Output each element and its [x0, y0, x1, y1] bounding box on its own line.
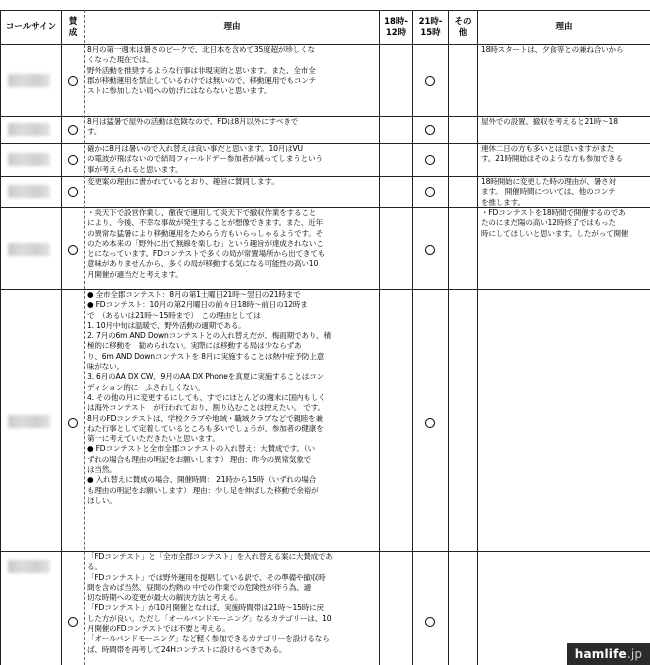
- header-21-15: 21時- 15時: [418, 16, 443, 38]
- reason-text: 変更案の理由に書かれているとおり、趣旨に賛同します。: [87, 177, 279, 186]
- time-choice-circle: [425, 418, 435, 428]
- approve-circle: [68, 187, 78, 197]
- approve-circle: [68, 418, 78, 428]
- reason-text-2: 18時開始に変更した時の理由が、暑さ対 ます。 開催時間については、他のコンテ を推します。: [481, 177, 616, 207]
- reason-text: 8月は猛暑で屋外の活動は危険なので、FDは8月以外にすべきで す。: [87, 117, 299, 137]
- header-approve: 賛 成: [68, 16, 78, 38]
- time-choice-circle: [425, 245, 435, 255]
- time-choice-circle: [425, 76, 435, 86]
- header-callsign: コールサイン: [5, 22, 57, 32]
- time-choice-circle: [425, 155, 435, 165]
- callsign-redacted: [8, 153, 50, 166]
- approve-circle: [68, 76, 78, 86]
- reason-text: ● 全市全郡コンテスト：8月の第1土曜日21時～翌日の21時まで ● FDコンテスト：10月の第2月曜日の前々日18時～前日の12時ま で （あるいは21時～15時まで） この理由としては 1. 10月中旬は温暖で、野外活動の適期である。 2. 7月の6m AND Downコンテストとの入れ替えだが、梅雨期であり、積 極的に移動を 勧められない。実際には移動する局は少ならずあ り、6m AND Downコンテストを 8月に実施することは熱中症予防上意 味がない。 3. 6月のAA DX CW、9月のAA DX Phoneを真夏に実施することはコン ディション的に ふさわしくない。 4. その他の月に変更するにしても、すでにほとんどの週末に国内もしく は海外コンテスト が行われており、割り込むことは控えたい。 です。 8月のFDコンテストは、学校クラブや地域・職域クラブなどで親睦を兼 ねた行事として定着しているところも多いでしょうが、参加者の健康を 第一に考えていただきたいと思います。 ● FDコンテストと全市全郡コンテストの入れ替え：大賛成です。（い ずれの場合も理由の明記をお願いします） 理由：昨今の異常気象で は当然。 ● 入れ替えに賛成の場合、開催時間： 21時から15時（いずれの場合 も理由の明記をお願いします） 理由：少し足を伸ばした移動で余裕が ほしい。: [87, 290, 331, 505]
- hamlife-logo: [567, 643, 650, 665]
- logo-brand: hamlife: [574, 647, 627, 661]
- column-divider: [477, 10, 478, 665]
- reason-text: ・炎天下で設営作業し、徹夜で運用して炎天下で撤収作業をすること により、今後、不幸な事故が発生することが想像できます。また、近年 の異常な猛暑により移動運用をためらう方もいらっしゃるようです。そ のため本来の「野外に出て無線を楽しむ」という趣旨が達成されないこ とになっています。FDコンテストで多くの局が常置場所から出てきても 意味がありませんから、多くの局が移動する気になる可能性の高い10 月開催が適当だと考えます。: [87, 208, 326, 279]
- column-divider: [61, 10, 62, 665]
- approve-circle: [68, 125, 78, 135]
- time-choice-circle: [425, 617, 435, 627]
- reason-text: 「FDコンテスト」と「全市全郡コンテスト」を入れ替える案に大賛成であ る。 「FDコンテスト」では野外運用を提唱している訳で、その準備や撤収時 間を含めば当然、昼間の灼熱の 中での作業での危険性が伴う為、適 切な時期への変更が最大の解決方法と考える。 「FDコンテスト」が10月開催となれば、実施時間帯は21時～15時に戻 した方が良い。ただし「オールバンドモーニング」なるカテゴリーは、10 月開催のFDコンテストでは不要と考える。 「オールバンドモーニング」など軽く参加できるカテゴリーを設けるなら ば、時間帯を再考して24Hコンテストに設けるべきである。: [87, 552, 333, 654]
- callsign-redacted: [8, 74, 50, 87]
- header-18-12: 18時- 12時: [384, 16, 408, 38]
- header-reason-2: 理由: [555, 22, 573, 32]
- reason-text-2: 屋外での設置、撤収を考えると21時～18: [481, 117, 618, 126]
- approve-circle: [68, 155, 78, 165]
- column-divider: [412, 10, 413, 665]
- time-choice-circle: [425, 125, 435, 135]
- header-other: その 他: [454, 16, 472, 38]
- header-reason: 理由: [223, 22, 241, 32]
- column-divider: [379, 10, 380, 665]
- reason-text: 確かに8月は暑いので入れ替えは良い事だと思います。10月はVU の電波が飛ばないので結局フィールドデー参加者が減ってしまうという 事が考えられると思います。: [87, 144, 323, 174]
- table-left-border: [0, 10, 1, 665]
- callsign-redacted: [8, 123, 50, 136]
- column-divider-dashed: [84, 10, 85, 665]
- reason-text: 8月の第一週末は暑さのピークで、北日本を含めて35度超が珍しくな くなった現在では、 野外活動を推奨するような行事は非現実的と思います。また、全市全 郡が移動運用を禁止しているわけでは無いので、移動運用でもコンテ ストに参加したい局への妨げにはならないと思います。: [87, 45, 317, 96]
- callsign-redacted: [8, 560, 50, 573]
- reason-text-2: ・FDコンテストを18時間で開催するのであ たのにまだ陽の高い12時終了ではもった 時にしてほしいと思います。したがって開催: [481, 208, 629, 238]
- column-divider: [448, 10, 449, 665]
- approve-circle: [68, 245, 78, 255]
- callsign-redacted: [8, 415, 50, 428]
- reason-text-2: 連休二日の方も多いとは思いますがまた す。21時開始はそのような方も参加できる: [481, 144, 623, 164]
- logo-tld: .jp: [626, 647, 643, 661]
- callsign-redacted: [8, 243, 50, 256]
- callsign-redacted: [8, 185, 50, 198]
- time-choice-circle: [425, 187, 435, 197]
- approve-circle: [68, 617, 78, 627]
- reason-text-2: 18時スタートは、夕食等との兼ね合いから: [481, 45, 624, 54]
